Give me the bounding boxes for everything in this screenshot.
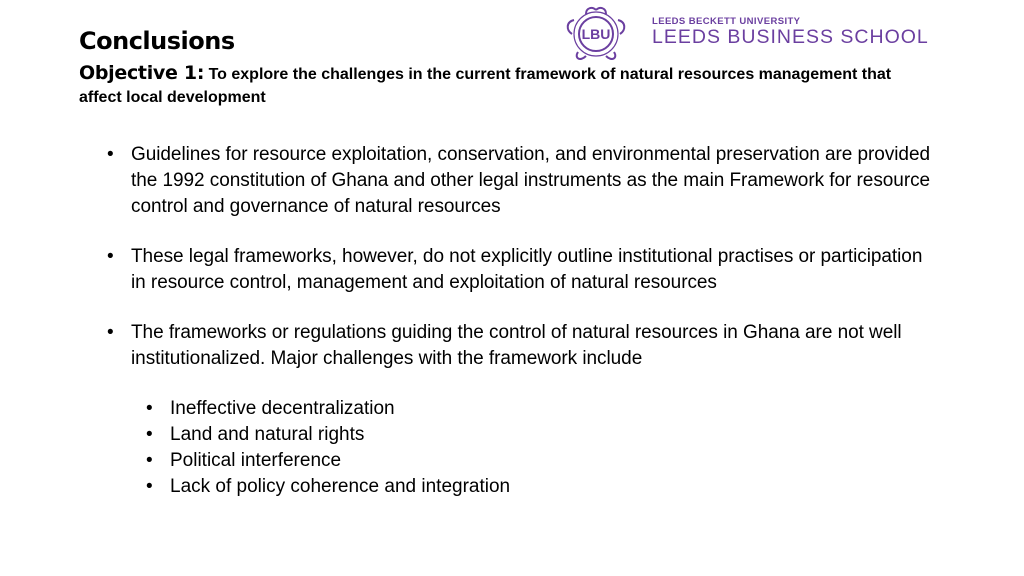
sub-bullet-item (146, 448, 936, 474)
bullet-text: The frameworks or regulations guiding the control of natural resources in Ghana are not well institutionalized. Major challenges with the framework include (131, 322, 902, 369)
bullet-item (106, 320, 936, 372)
sub-bullet-list (106, 396, 936, 500)
bullet-item (106, 142, 936, 220)
sub-bullet-item (146, 396, 936, 422)
university-name: LEEDS BECKETT UNIVERSITY (652, 16, 801, 27)
sub-bullet-text: Land and natural rights (170, 424, 365, 445)
slide-title: Conclusions (79, 27, 235, 55)
lbu-emblem-icon (556, 6, 636, 62)
university-logo (556, 6, 956, 62)
school-name: LEEDS BUSINESS SCHOOL (652, 26, 929, 48)
bullet-marker: • (146, 398, 153, 419)
sub-bullet-item (146, 474, 936, 500)
bullet-item (106, 244, 936, 296)
bullet-marker: • (146, 450, 153, 471)
emblem-text: LBU (581, 26, 611, 42)
bullet-marker: • (107, 322, 114, 343)
bullet-text: These legal frameworks, however, do not explicitly outline institutional practises or participation in resource control, management and exploitation of natural resources (131, 246, 923, 293)
sub-bullet-item (146, 422, 936, 448)
objective-text: To explore the challenges in the current framework of natural resources management that affect local development (79, 66, 892, 106)
objective-heading (79, 62, 899, 109)
bullet-marker: • (107, 144, 114, 165)
sub-bullet-text: Lack of policy coherence and integration (170, 476, 511, 497)
bullet-text: Guidelines for resource exploitation, conservation, and environmental preservation are provided the 1992 constitution of Ghana and other legal instruments as the main Framework for resource control and governance of natural resources (131, 144, 931, 217)
slide-content (106, 142, 936, 500)
sub-bullet-text: Ineffective decentralization (170, 398, 395, 419)
objective-label: Objective 1: (79, 62, 205, 84)
bullet-marker: • (107, 246, 114, 267)
sub-bullet-text: Political interference (170, 450, 342, 471)
bullet-marker: • (146, 476, 153, 497)
main-bullet-list (106, 142, 936, 372)
bullet-marker: • (146, 424, 153, 445)
